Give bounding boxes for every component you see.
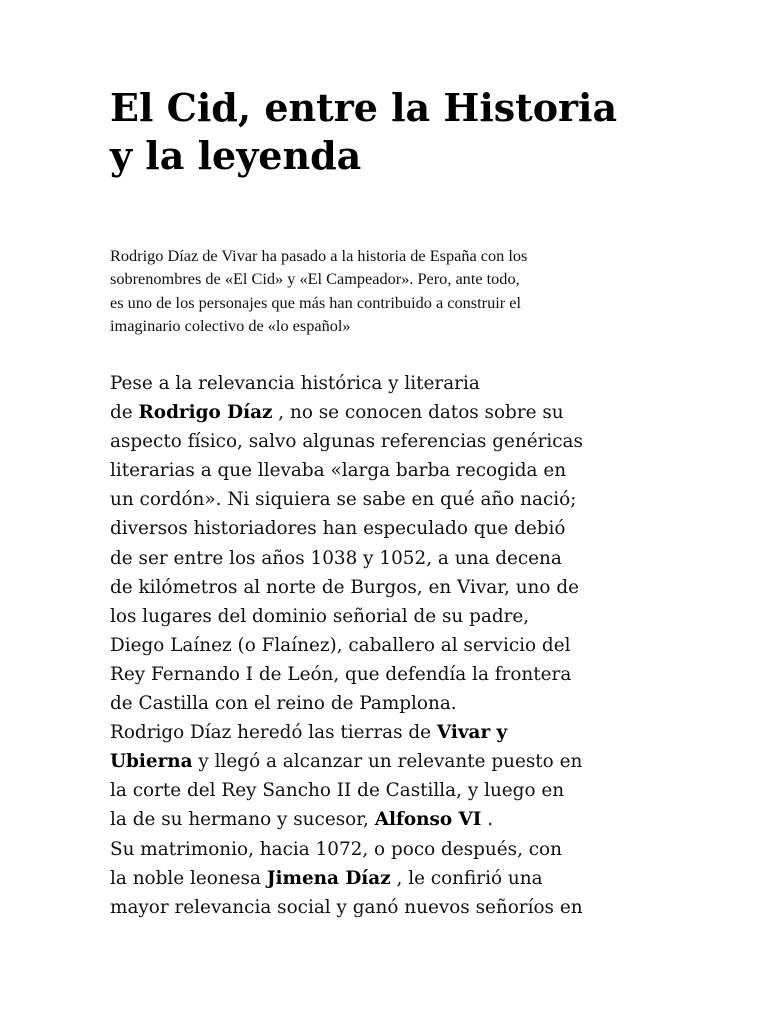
body-line	[110, 660, 666, 689]
subtitle-line: Rodrigo Díaz de Vivar ha pasado a la historia de España con los	[110, 246, 528, 265]
body-line	[110, 689, 666, 718]
body-text-segment: la corte del Rey Sancho II de Castilla, y luego en	[110, 780, 565, 802]
body-line	[110, 544, 666, 573]
body-text-segment: Rey Fernando I de León, que defendía la frontera	[110, 663, 572, 685]
body-text-segment: , no se conocen datos sobre su	[272, 402, 564, 424]
body-line	[110, 398, 666, 427]
body-text-segment: la noble leonesa	[110, 867, 267, 889]
bold-text: Vivar y	[436, 722, 508, 744]
body-text-segment: de ser entre los años 1038 y 1052, a una decena	[110, 547, 562, 569]
body-text-segment: los lugares del dominio señorial de su padre,	[110, 605, 530, 627]
body-line	[110, 835, 666, 864]
subtitle-line: es uno de los personajes que más han contribuido a construir el	[110, 292, 521, 312]
body-line	[110, 747, 666, 776]
bold-text: Rodrigo Díaz	[138, 402, 273, 424]
bold-text: Jimena Díaz	[266, 867, 391, 889]
body-text-segment: la de su hermano y sucesor,	[110, 809, 375, 831]
article-subtitle	[110, 244, 662, 337]
body-line	[110, 485, 666, 514]
body-text-segment: , le confirió una	[390, 867, 543, 889]
body-text-segment: diversos historiadores han especulado que debió	[110, 518, 566, 540]
body-line	[110, 864, 666, 893]
body-text-segment: de	[110, 402, 139, 424]
article-title-line-2: y la leyenda	[110, 133, 362, 178]
subtitle-line: sobrenombres de «El Cid» y «El Campeador». Pero, ante todo,	[110, 269, 520, 289]
subtitle-line: imaginario colectivo de «lo español»	[110, 315, 351, 335]
body-line	[110, 456, 666, 485]
body-line	[110, 718, 666, 747]
body-line	[110, 427, 666, 456]
body-line	[110, 631, 666, 660]
body-text-segment: un cordón». Ni siquiera se sabe en qué año nació;	[110, 489, 577, 511]
body-line	[110, 805, 666, 834]
bold-text: Alfonso VI	[374, 809, 482, 831]
body-text-segment: de Castilla con el reino de Pamplona.	[110, 693, 457, 715]
body-line	[110, 893, 666, 922]
body-text-segment: Diego Laínez (o Flaínez), caballero al servicio del	[110, 634, 571, 656]
body-line	[110, 602, 666, 631]
body-line	[110, 573, 666, 602]
body-text-segment: literarias a que llevaba «larga barba recogida en	[110, 460, 567, 482]
body-text-segment: mayor relevancia social y ganó nuevos señoríos en	[110, 896, 583, 918]
body-text-segment: aspecto físico, salvo algunas referencias genéricas	[110, 431, 583, 453]
article-title	[110, 84, 670, 180]
body-text-segment: de kilómetros al norte de Burgos, en Vivar, uno de	[110, 576, 579, 598]
body-text-segment: .	[481, 809, 494, 831]
body-text-segment: Su matrimonio, hacia 1072, o poco después, con	[110, 838, 562, 860]
body-line	[110, 514, 666, 543]
bold-text: Ubierna	[110, 751, 193, 773]
article-title-line-1: El Cid, entre la Historia	[110, 85, 618, 130]
body-line	[110, 776, 666, 805]
body-text-segment: Pese a la relevancia histórica y literaria	[110, 373, 480, 394]
body-text-segment: y llegó a alcanzar un relevante puesto en	[192, 751, 583, 773]
body-line	[110, 369, 666, 398]
body-text-segment: Rodrigo Díaz heredó las tierras de	[110, 722, 437, 744]
article-body	[110, 369, 666, 922]
